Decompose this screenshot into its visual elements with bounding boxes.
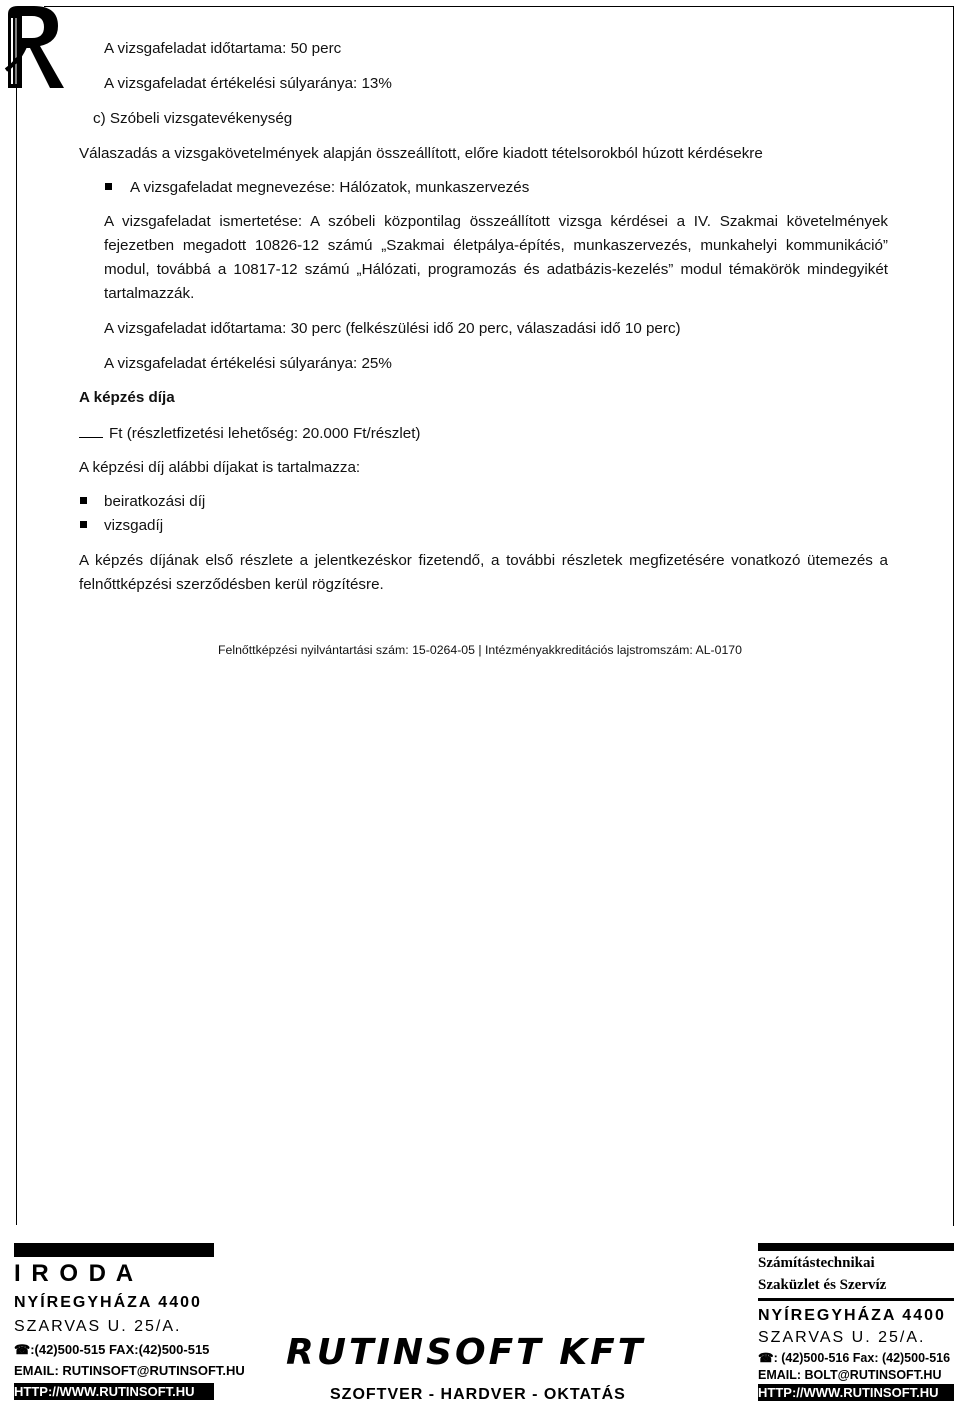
- shop-web: HTTP://WWW.RUTINSOFT.HU: [758, 1384, 954, 1401]
- footer-right-divider: [758, 1298, 954, 1301]
- office-city: NYÍREGYHÁZA 4400: [14, 1294, 202, 1311]
- shop-street: SZARVAS U. 25/A.: [758, 1329, 926, 1346]
- bullet-marker: [80, 521, 87, 528]
- oral-exam-intro: Válaszadás a vizsgakövetelmények alapján összeállított, előre kiadott tételsorokból húzott kérdésekre: [79, 145, 763, 162]
- shop-title-line1: Számítástechnikai: [758, 1255, 875, 1271]
- footer-right-top-bar: [758, 1243, 954, 1251]
- brand-logo: RUTINSOFT KFT: [286, 1332, 646, 1373]
- exam-duration-50: A vizsgafeladat időtartama: 50 perc: [104, 40, 342, 57]
- registry-line: Felnőttképzési nyilvántartási szám: 15-0264-05 | Intézményakkreditációs lajstromszám: AL-0170: [217, 643, 742, 657]
- exam-duration-30: A vizsgafeladat időtartama: 30 perc (felkészülési idő 20 perc, válaszadási idő 10 perc): [104, 320, 681, 337]
- fee-installment-text: Ft (részletfizetési lehetőség: 20.000 Ft/részlet): [109, 425, 421, 442]
- bullet-marker: [105, 183, 112, 190]
- brand-tagline: SZOFTVER - HARDVER - OKTATÁS: [330, 1386, 626, 1403]
- rutinsoft-r-logo: [0, 0, 70, 92]
- footer-left-top-bar: [14, 1243, 214, 1257]
- shop-email: EMAIL: BOLT@RUTINSOFT.HU: [758, 1368, 942, 1382]
- fee-item: vizsgadíj: [104, 517, 164, 534]
- shop-title-line2: Szaküzlet és Szervíz: [758, 1277, 887, 1293]
- office-email: EMAIL: RUTINSOFT@RUTINSOFT.HU: [14, 1363, 245, 1378]
- fee-note: A képzés díjának első részlete a jelentkezéskor fizetendő, a további részletek megfizetésére vonatkozó ütemezés a felnőttképzési szerződésben kerül rögzítésre.: [79, 552, 888, 593]
- page-frame-right: [953, 6, 954, 1226]
- bullet-marker: [80, 497, 87, 504]
- office-phone: ☎:(42)500-515 FAX:(42)500-515: [14, 1342, 210, 1357]
- shop-phone: ☎: (42)500-516 Fax: (42)500-516: [758, 1351, 951, 1365]
- section-c-heading: c) Szóbeli vizsgatevékenység: [93, 110, 293, 127]
- task-name: A vizsgafeladat megnevezése: Hálózatok, munkaszervezés: [130, 179, 530, 196]
- exam-weight-25: A vizsgafeladat értékelési súlyaránya: 25%: [104, 355, 392, 372]
- exam-weight-13: A vizsgafeladat értékelési súlyaránya: 13%: [104, 75, 392, 92]
- office-title: I R O D A: [14, 1260, 136, 1287]
- office-street: SZARVAS U. 25/A.: [14, 1318, 182, 1335]
- fee-heading: A képzés díja: [79, 389, 175, 406]
- fee-item: beiratkozási díj: [104, 493, 206, 510]
- fee-includes: A képzési díj alábbi díjakat is tartalmazza:: [79, 459, 361, 476]
- page-frame-top: [44, 6, 954, 7]
- task-description: A vizsgafeladat ismertetése: A szóbeli központilag összeállított vizsga kérdései a IV. Szakmai követelmények fejezetben megadott 10826-12 számú „Szakmai életpálya-építés, munkaszervezés, munkahelyi kommunikáció” modul, továbbá a 10817-12 számú „Hálózati, programozás és adatbázis-kezelés” modul témakörök mindegyikét tartalmazzák.: [104, 213, 888, 302]
- office-web: HTTP://WWW.RUTINSOFT.HU: [14, 1383, 214, 1400]
- shop-city: NYÍREGYHÁZA 4400: [758, 1307, 946, 1324]
- fee-line: [79, 424, 420, 443]
- fee-amount-blank: [79, 424, 103, 438]
